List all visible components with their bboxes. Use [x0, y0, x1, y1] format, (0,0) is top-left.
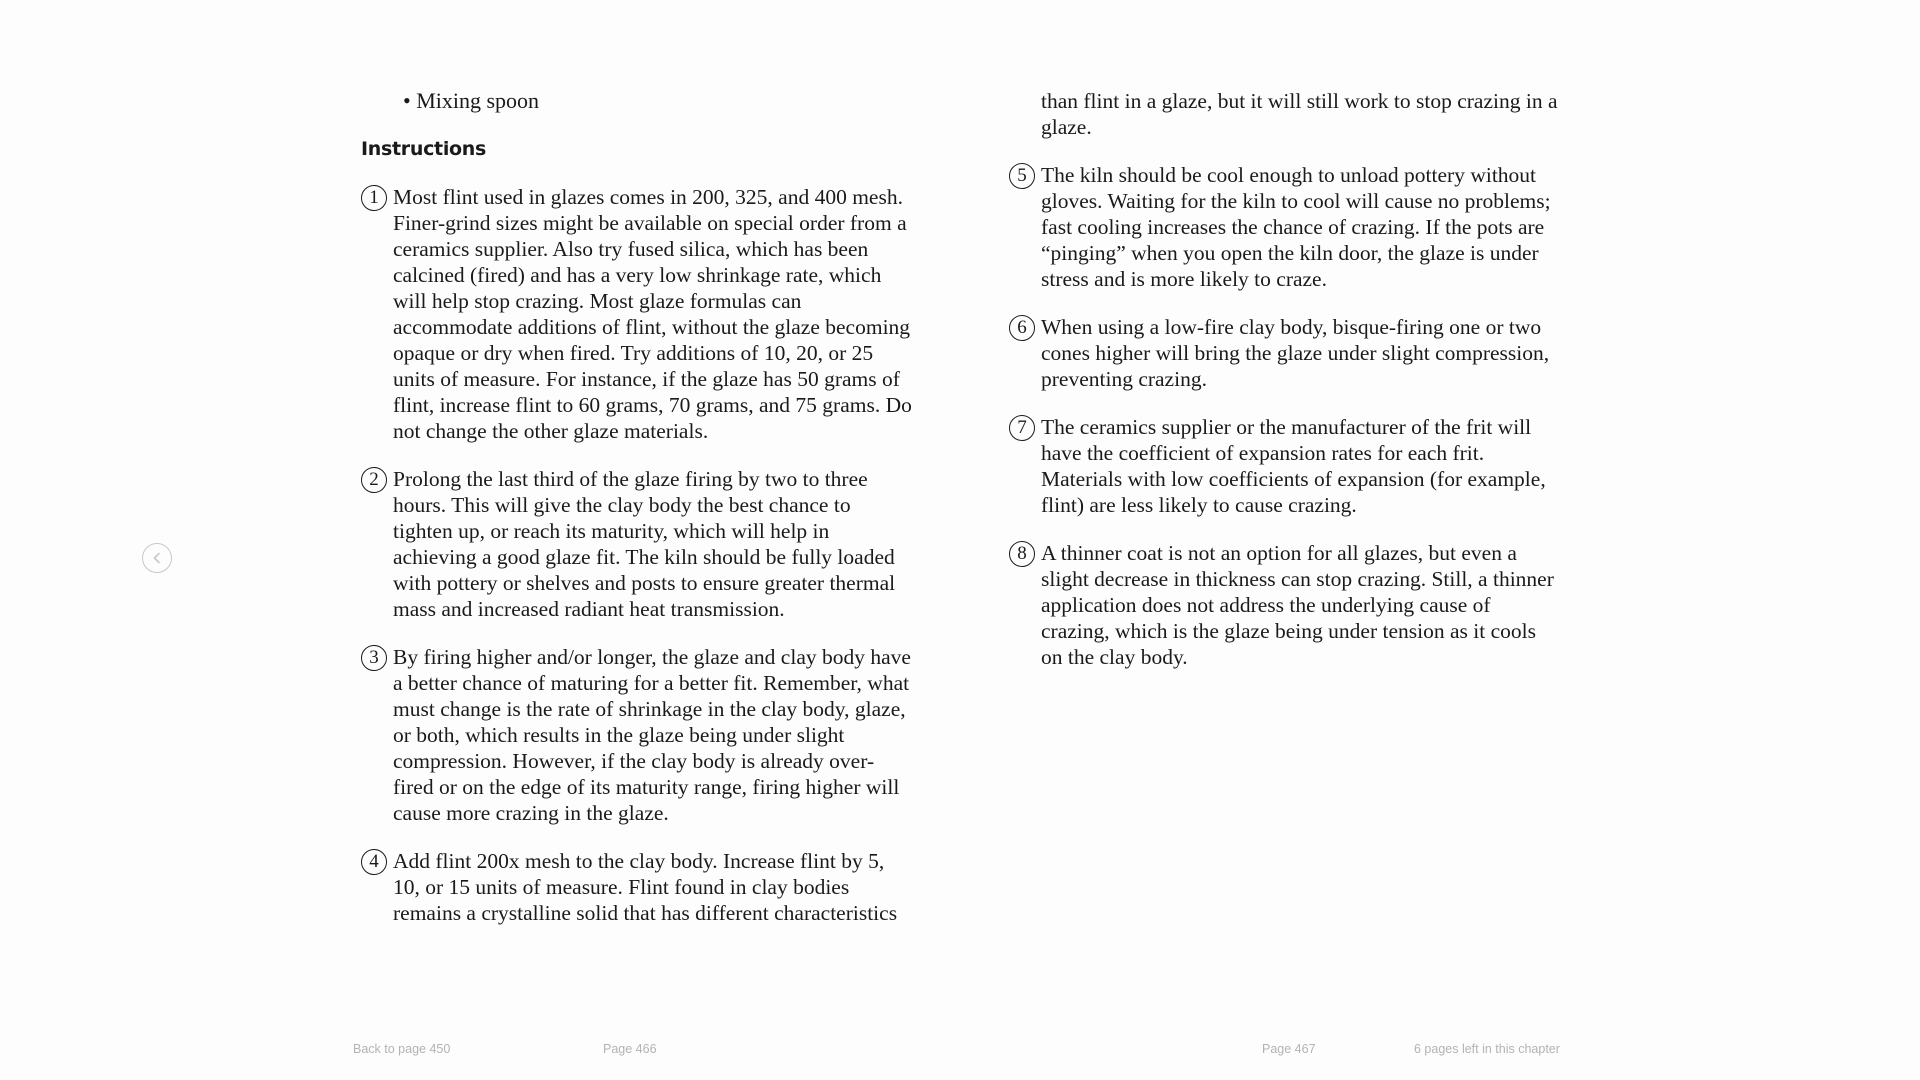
instruction-step-5: [1009, 162, 1561, 292]
instruction-step-4: [361, 848, 913, 926]
back-to-page-link[interactable]: Back to page 450: [353, 1042, 451, 1056]
instruction-step-2: [361, 466, 913, 622]
left-page: [361, 88, 921, 948]
step-text: A thinner coat is not an option for all glazes, but even a slight decrease in thickness can stop crazing. Still, a thinner application does not address the underlying cause of crazing, which is the glaze being under tension as it cools on the clay body.: [1041, 541, 1554, 669]
step-text: Most flint used in glazes comes in 200, 325, and 400 mesh. Finer-grind sizes might be available on special order from a ceramics supplier. Also try fused silica, which has been calcined (fired) and has a very low shrinkage rate, which will help stop crazing. Most glaze formulas can accommodate additions of flint, without the glaze becoming opaque or dry when fired. Try additions of 10, 20, or 25 units of measure. For instance, if the glaze has 50 grams of flint, increase flint to 60 grams, 70 grams, and 75 grams. Do not change the other glaze materials.: [393, 185, 912, 443]
left-page-number: Page 466: [603, 1042, 657, 1056]
step-number-badge: 5: [1009, 163, 1035, 189]
chevron-left-icon: [151, 552, 163, 564]
instruction-step-8: [1009, 540, 1561, 670]
step-number-badge: 7: [1009, 415, 1035, 441]
step-text: Prolong the last third of the glaze firing by two to three hours. This will give the clay body the best chance to tighten up, or reach its maturity, which will help in achieving a good glaze fit. The kiln should be fully loaded with pottery or shelves and posts to ensure greater thermal mass and increased radiant heat transmission.: [393, 467, 896, 621]
step-number-badge: 2: [361, 467, 387, 493]
step-number-badge: 3: [361, 645, 387, 671]
step-text: The kiln should be cool enough to unload pottery without gloves. Waiting for the kiln to cool will cause no problems; fast cooling increases the chance of crazing. If the pots are “pinging” when you open the kiln door, the glaze is under stress and is more likely to craze.: [1041, 163, 1551, 291]
step-number-badge: 4: [361, 849, 387, 875]
instruction-step-6: [1009, 314, 1561, 392]
step-text: Add flint 200x mesh to the clay body. Increase flint by 5, 10, or 15 units of measure. Flint found in clay bodies remains a crystalline solid that has different characteristics: [393, 849, 898, 925]
right-page: [1009, 88, 1569, 692]
step-number-badge: 8: [1009, 541, 1035, 567]
continued-paragraph: than flint in a glaze, but it will still work to stop crazing in a glaze.: [1041, 89, 1558, 139]
pages-left-indicator: 6 pages left in this chapter: [1414, 1042, 1560, 1056]
step-number-badge: 6: [1009, 315, 1035, 341]
instruction-step-7: [1009, 414, 1561, 518]
step-text: By firing higher and/or longer, the glaze and clay body have a better chance of maturing for a better fit. Remember, what must change is the rate of shrinkage in the clay body, glaze, or both, which results in the glaze being under slight compression. However, if the clay body is already over-fired or on the edge of its maturity range, firing higher will cause more crazing in the glaze.: [393, 645, 911, 825]
step-text: When using a low-fire clay body, bisque-firing one or two cones higher will bring the glaze under slight compression, preventing crazing.: [1041, 315, 1550, 391]
instruction-step-3: [361, 644, 913, 826]
step-number-badge: 1: [361, 185, 387, 211]
step-text: The ceramics supplier or the manufacturer of the frit will have the coefficient of expansion rates for each frit. Materials with low coefficients of expansion (for example, flint) are less likely to cause crazing.: [1041, 415, 1546, 517]
instruction-step-1: [361, 184, 913, 444]
instructions-heading: Instructions: [361, 138, 487, 160]
materials-list-item: • Mixing spoon: [403, 88, 540, 113]
right-page-number: Page 467: [1262, 1042, 1316, 1056]
previous-page-button[interactable]: [142, 543, 172, 573]
